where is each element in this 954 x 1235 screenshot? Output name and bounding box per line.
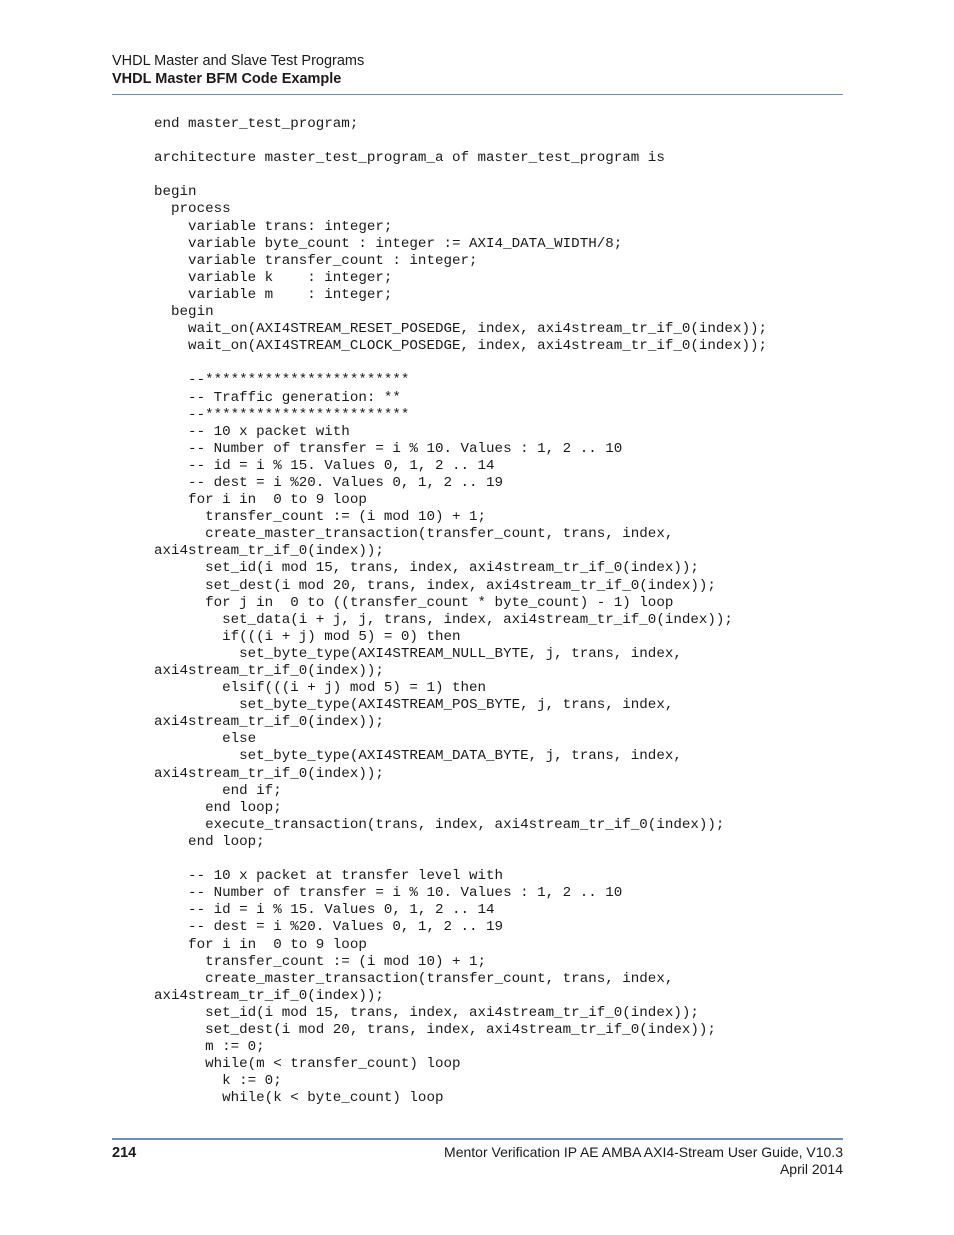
header-divider <box>112 94 843 95</box>
guide-title: Mentor Verification IP AE AMBA AXI4-Stream User Guide, V10.3 <box>444 1144 843 1160</box>
publication-date: April 2014 <box>779 1161 843 1177</box>
code-listing: end master_test_program; architecture master_test_program_a of master_test_program is begin process variable trans: integer; variable byte_count : integer := AXI4_DATA_WIDTH/8; variable transfer_count : integer; variable k : integer; variable m : integer; begin wait_on(AXI4STREAM_RESET_POSEDGE, index, axi4stream_tr_if_0(index)); wait_on(AXI4STREAM_CLOCK_POSEDGE, index, axi4stream_tr_if_0(index)); --************************ -- Traffic generation: ** --************************ -- 10 x packet with -- Number of transfer = i % 10. Values : 1, 2 .. 10 -- id = i % 15. Values 0, 1, 2 .. 14 -- dest = i %20. Values 0, 1, 2 .. 19 for i in 0 to 9 loop transfer_count := (i mod 10) + 1; create_master_transaction(transfer_count, trans, index, axi4stream_tr_if_0(index)); set_id(i mod 15, trans, index, axi4stream_tr_if_0(index)); set_dest(i mod 20, trans, index, axi4stream_tr_if_0(index)); for j in 0 to ((transfer_count * byte_count) - 1) loop set_data(i + j, j, trans, index, axi4stream_tr_if_0(index)); if(((i + j) mod 5) = 0) then set_byte_type(AXI4STREAM_NULL_BYTE, j, trans, index, axi4stream_tr_if_0(index)); elsif(((i + j) mod 5) = 1) then set_byte_type(AXI4STREAM_POS_BYTE, j, trans, index, axi4stream_tr_if_0(index)); else set_byte_type(AXI4STREAM_DATA_BYTE, j, trans, index, axi4stream_tr_if_0(index)); end if; end loop; execute_transaction(trans, index, axi4stream_tr_if_0(index)); end loop; -- 10 x packet at transfer level with -- Number of transfer = i % 10. Values : 1, 2 .. 10 -- id = i % 15. Values 0, 1, 2 .. 14 -- dest = i %20. Values 0, 1, 2 .. 19 for i in 0 to 9 loop transfer_count := (i mod 10) + 1; create_master_transaction(transfer_count, trans, index, axi4stream_tr_if_0(index)); set_id(i mod 15, trans, index, axi4stream_tr_if_0(index)); set_dest(i mod 20, trans, index, axi4stream_tr_if_0(index)); m := 0; while(m < transfer_count) loop k := 0; while(k < byte_count) loop <box>154 116 767 1107</box>
section-title: VHDL Master BFM Code Example <box>112 71 342 87</box>
footer-divider <box>112 1138 843 1140</box>
page-number: 214 <box>112 1145 137 1161</box>
chapter-title: VHDL Master and Slave Test Programs <box>112 53 365 69</box>
page-header <box>112 52 843 88</box>
page-footer <box>444 1144 843 1178</box>
